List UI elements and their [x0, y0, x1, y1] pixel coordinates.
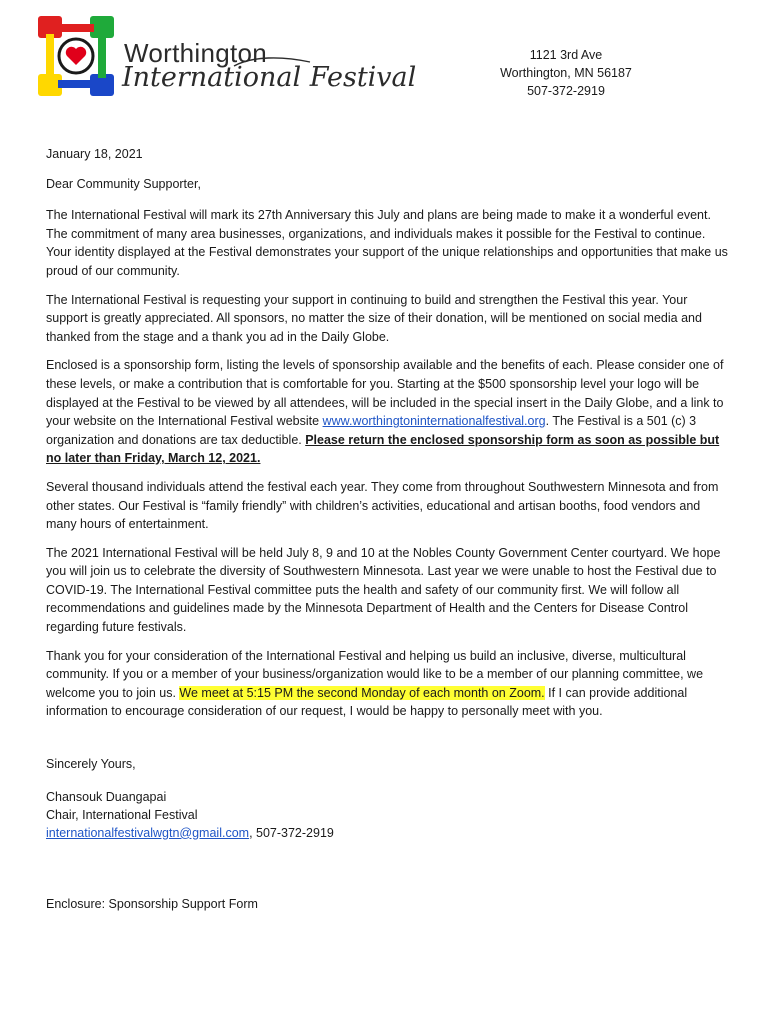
logo-word-worthington: Worthington: [124, 38, 268, 68]
letter-date: January 18, 2021: [46, 147, 143, 161]
closing-salutation: Sincerely Yours,: [46, 757, 136, 772]
paragraph-thank-you: [46, 647, 732, 721]
festival-website-link[interactable]: www.worthingtoninternationalfestival.org: [322, 414, 546, 429]
hands-heart-logo-icon: [36, 14, 116, 98]
address-block: [480, 46, 652, 100]
signer-title: Chair, International Festival: [46, 807, 198, 822]
enclosure-note: Enclosure: Sponsorship Support Form: [46, 897, 258, 911]
paragraph-anniversary: The International Festival will mark its 27th Anniversary this July and plans are being made to make it a wonderful event. The commitment of many area businesses, organizations, and individuals makes it possible for the Festival to continue. Your identity displayed at the Festival demonstrates your support of the unique relationships and opportunities that make us proud of our community.: [46, 208, 728, 278]
paragraph-2021-festival: The 2021 International Festival will be held July 8, 9 and 10 at the Nobles County Government Center courtyard. We hope you will join us to celebrate the diversity of Southwestern Minnesota. Last year we were unable to host the Festival due to COVID-19. The International Festival committee puts the health and safety of our community first. We will follow all recommendations and guidelines made by the Minnesota Department of Health and the Centers for Disease Control regarding future festivals.: [46, 545, 721, 635]
contact-email-link[interactable]: internationalfestivalwgtn@gmail.com: [46, 825, 250, 840]
address-street: 1121 3rd Ave: [529, 48, 603, 62]
thank-you-text-a: Thank you for your consideration of the International Festival and helping us build an inclusive, diverse, multicultural community. If you or a member of your business/organization would like to be a member of our planning committee, we welcome you to join us.: [46, 648, 704, 700]
closing-block: [46, 755, 732, 842]
sponsorship-text-b: . The Festival is a 501 (c) 3 organization and donations are tax deductible.: [46, 414, 697, 447]
paragraph-attendance: Several thousand individuals attend the festival each year. They come from throughout Southwestern Minnesota and from other states. Our Festival is “family friendly” with children’s activities, educational and artisan booths, food vendors and many hours of entertainment.: [46, 479, 719, 532]
signer-contact: [46, 824, 732, 842]
meeting-time-highlight: We meet at 5:15 PM the second Monday of each month on Zoom.: [179, 685, 545, 700]
signer-name: Chansouk Duangapai: [46, 789, 167, 804]
logo-word-international-festival: International Festival: [122, 62, 417, 93]
return-deadline-notice: Please return the enclosed sponsorship form as soon as possible but no later than Friday, March 12, 2021.: [46, 432, 720, 466]
festival-logo: [36, 14, 417, 102]
address-city: Worthington, MN 56187: [500, 66, 632, 80]
paragraph-sponsorship-form: [46, 356, 732, 468]
letter-greeting: Dear Community Supporter,: [46, 176, 201, 191]
sponsorship-text-a: Enclosed is a sponsorship form, listing the levels of sponsorship available and the benefits of each. Please consider one of these levels, or make a contribution that is comfortable for you. Starting at the $500 sponsorship level your logo will be displayed at the Festival to be viewed by all attendees, will be included in the special insert in the Daily Globe, and a link to your website on the International Festival website: [46, 358, 724, 429]
letter-body: [46, 145, 732, 842]
thank-you-text-b: If I can provide additional information to encourage consideration of our request, I would be happy to personally meet with you.: [46, 685, 688, 719]
signature-block: [46, 788, 732, 842]
contact-phone: , 507-372-2919: [249, 825, 334, 840]
address-phone: 507-372-2919: [527, 84, 605, 98]
paragraph-support-request: The International Festival is requesting your support in continuing to build and strengthen the Festival this year. Your support is greatly appreciated. All sponsors, no matter the size of their donation, will be mentioned on social media and thanked from the stage and a thank you ad in the Daily Globe.: [46, 292, 702, 344]
